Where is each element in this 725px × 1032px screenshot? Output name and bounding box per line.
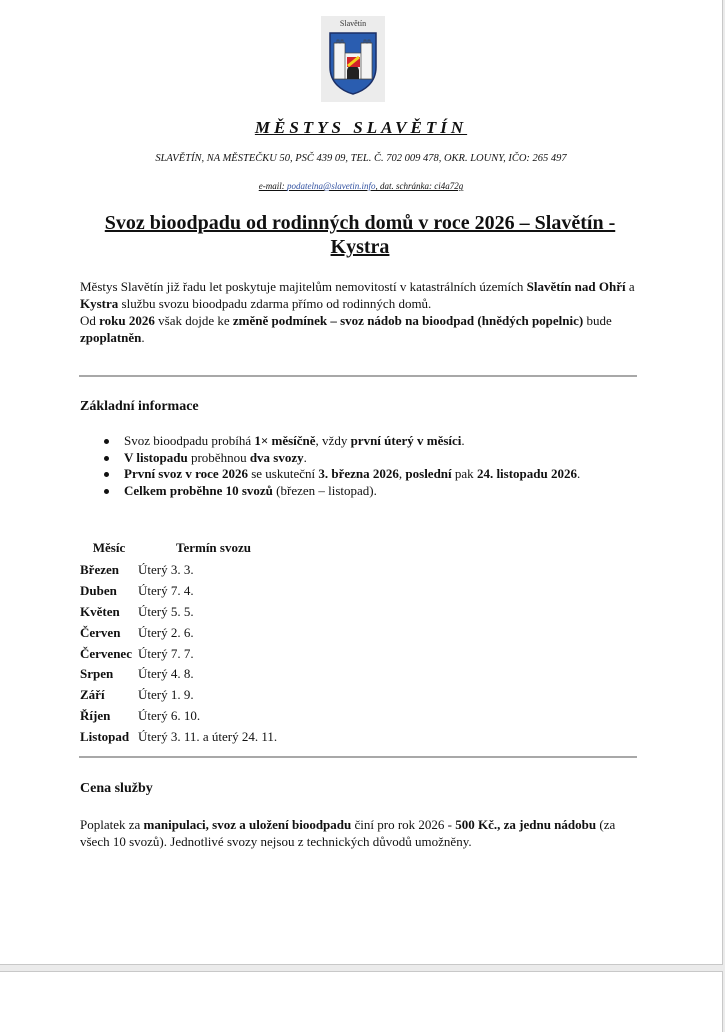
intro-emph: změně podmínek – svoz nádob na bioodpad (hnědých popelnic) [232,313,584,328]
intro-emph: zpoplatněn [80,330,142,345]
schedule-table [80,540,277,747]
intro-paragraph [80,278,645,346]
item-text: . [303,449,307,465]
date-cell: Úterý 7. 7. [137,645,194,661]
table-row [80,622,277,643]
intro-text: však dojde ke [154,313,233,328]
email-link[interactable]: podatelna@slavetin.info [286,181,376,191]
intro-text: Městys Slavětín již řadu let poskytuje majitelům nemovitostí v katastrálních územích [80,279,527,294]
item-text: pak [451,466,477,481]
intro-text: a [625,279,635,294]
price-emph: manipulaci, svoz a uložení bioodpadu [143,817,352,832]
section-divider [79,756,637,758]
section-divider [79,375,637,377]
basic-info-heading: Základní informace [80,399,199,414]
coat-of-arms-icon [328,31,378,95]
intro-emph: Kystra [80,296,119,311]
email-label: e-mail: [258,181,287,191]
town-crest [321,16,385,102]
date-cell: Úterý 6. 10. [137,707,201,723]
price-heading: Cena služby [80,781,153,796]
town-address: SLAVĚTÍN, NA MĚSTEČKU 50, PSČ 439 09, TEL. Č. 702 009 478, OKR. LOUNY, IČO: 265 497 [155,153,567,164]
date-cell: Úterý 4. 8. [137,666,194,682]
price-paragraph [80,816,640,850]
intro-text: Od [80,313,100,328]
table-header-row [80,540,277,560]
item-emph: dva svozy [249,449,304,465]
item-text: . [461,433,465,448]
month-cell: Červen [80,624,121,640]
column-header-month: Měsíc [92,540,126,555]
item-emph: Celkem proběhne 10 svozů [124,482,273,498]
databox-info: , dat. schránka: ci4a72g [375,181,464,191]
list-item [104,466,634,482]
next-page [0,971,723,1032]
month-cell: Březen [80,562,119,578]
item-emph: 24. listopadu 2026 [476,466,577,481]
table-row [80,685,277,706]
month-cell: Duben [80,583,117,599]
item-text: , vždy [315,433,351,448]
intro-text: . [141,330,145,345]
price-text: (za všech 10 svozů). Jednotlivé svozy nejsou z technických důvodů umožněny. [80,817,616,849]
date-cell: Úterý 3. 3. [137,562,194,578]
item-emph: poslední [405,466,452,481]
table-row [80,560,277,581]
town-title: MĚSTYS SLAVĚTÍN [254,118,468,137]
date-cell: Úterý 3. 11. a úterý 24. 11. [137,728,278,744]
date-cell: Úterý 2. 6. [137,624,194,640]
item-emph: 3. března 2026 [318,466,399,481]
column-header-date: Termín svozu [175,540,251,555]
price-emph: 500 Kč., za jednu nádobu [455,817,597,832]
intro-text: službu svozu bioodpadu zdarma přímo od rodinných domů. [118,296,432,311]
month-cell: Listopad [80,728,130,744]
item-emph: První svoz v roce 2026 [124,466,248,481]
list-item [104,483,634,499]
intro-emph: Slavětín nad Ohří [526,279,626,294]
date-cell: Úterý 7. 4. [137,583,194,599]
basic-info-list [84,433,634,499]
table-row [80,602,277,623]
month-cell: Říjen [80,707,111,723]
date-cell: Úterý 5. 5. [137,603,194,619]
contact-line [0,181,722,191]
list-item [104,433,634,449]
item-text: Svoz bioodpadu probíhá [124,433,255,448]
item-text: (březen – listopad). [272,482,377,498]
item-emph: 1× měsíčně [254,433,316,448]
list-item [104,450,634,466]
document-title: Svoz bioodpadu od rodinných domů v roce 2026 – Slavětín - Kystra [104,212,616,258]
table-row [80,581,277,602]
item-text: . [577,466,581,481]
month-cell: Červenec [80,645,132,661]
item-text: , [398,466,406,481]
item-emph: V listopadu [124,449,188,465]
crest-label: Slavětín [339,19,367,28]
item-emph: první úterý v měsíci [350,433,462,448]
month-cell: Květen [80,603,120,619]
table-row [80,726,277,747]
date-cell: Úterý 1. 9. [137,687,194,703]
intro-emph: roku 2026 [99,313,155,328]
item-text: proběhnou [187,449,250,465]
price-text: činí pro rok 2026 - [351,817,456,832]
table-row [80,643,277,664]
item-text: se uskuteční [247,466,319,481]
table-row [80,706,277,727]
intro-text: bude [583,313,612,328]
month-cell: Srpen [80,666,114,682]
price-text: Poplatek za [80,817,144,832]
month-cell: Září [80,687,105,703]
table-row [80,664,277,685]
